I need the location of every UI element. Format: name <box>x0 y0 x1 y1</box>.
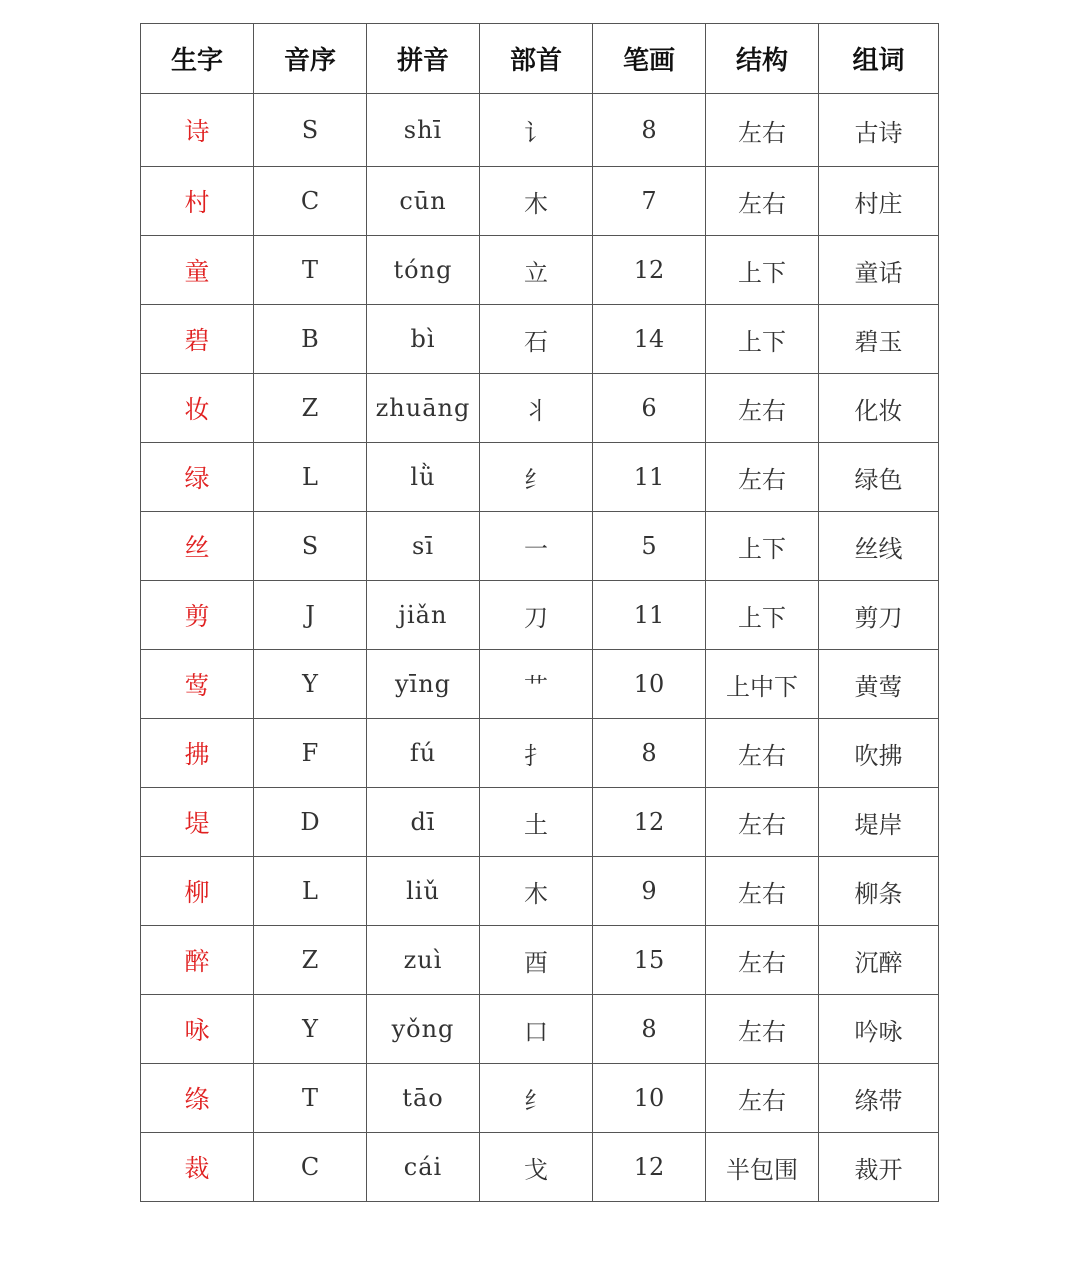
cell-initial: D <box>254 788 367 857</box>
cell-pinyin: cái <box>367 1133 480 1202</box>
cell-initial: Z <box>254 374 367 443</box>
table-row <box>141 926 939 995</box>
header-initial: 音序 <box>254 24 367 94</box>
cell-pinyin: dī <box>367 788 480 857</box>
cell-radical: 讠 <box>480 94 593 167</box>
cell-initial: Z <box>254 926 367 995</box>
cell-pinyin: shī <box>367 94 480 167</box>
cell-structure: 左右 <box>706 443 819 512</box>
cell-structure: 上中下 <box>706 650 819 719</box>
cell-initial: C <box>254 167 367 236</box>
cell-structure: 上下 <box>706 236 819 305</box>
table-row <box>141 374 939 443</box>
header-radical: 部首 <box>480 24 593 94</box>
table-row <box>141 167 939 236</box>
cell-word: 吟咏 <box>819 995 939 1064</box>
cell-strokes: 10 <box>593 1064 706 1133</box>
cell-word: 裁开 <box>819 1133 939 1202</box>
cell-word: 沉醉 <box>819 926 939 995</box>
cell-pinyin: cūn <box>367 167 480 236</box>
cell-character: 醉 <box>141 926 254 995</box>
cell-radical: 扌 <box>480 719 593 788</box>
cell-radical: 木 <box>480 857 593 926</box>
cell-radical: 一 <box>480 512 593 581</box>
cell-initial: T <box>254 236 367 305</box>
cell-character: 绦 <box>141 1064 254 1133</box>
cell-strokes: 12 <box>593 1133 706 1202</box>
cell-character: 剪 <box>141 581 254 650</box>
cell-structure: 左右 <box>706 995 819 1064</box>
cell-character: 碧 <box>141 305 254 374</box>
cell-pinyin: liǔ <box>367 857 480 926</box>
cell-word: 丝线 <box>819 512 939 581</box>
cell-initial: S <box>254 94 367 167</box>
cell-strokes: 8 <box>593 995 706 1064</box>
cell-strokes: 10 <box>593 650 706 719</box>
cell-word: 剪刀 <box>819 581 939 650</box>
cell-radical: 丬 <box>480 374 593 443</box>
cell-radical: 酉 <box>480 926 593 995</box>
header-pinyin: 拼音 <box>367 24 480 94</box>
cell-word: 化妆 <box>819 374 939 443</box>
cell-strokes: 6 <box>593 374 706 443</box>
cell-word: 柳条 <box>819 857 939 926</box>
cell-structure: 左右 <box>706 374 819 443</box>
cell-structure: 左右 <box>706 1064 819 1133</box>
cell-strokes: 5 <box>593 512 706 581</box>
cell-structure: 左右 <box>706 788 819 857</box>
cell-radical: 石 <box>480 305 593 374</box>
cell-word: 村庄 <box>819 167 939 236</box>
cell-structure: 半包围 <box>706 1133 819 1202</box>
table-row <box>141 512 939 581</box>
cell-strokes: 14 <box>593 305 706 374</box>
cell-pinyin: yǒng <box>367 995 480 1064</box>
cell-character: 莺 <box>141 650 254 719</box>
cell-pinyin: zhuāng <box>367 374 480 443</box>
cell-structure: 左右 <box>706 167 819 236</box>
cell-initial: T <box>254 1064 367 1133</box>
header-strokes: 笔画 <box>593 24 706 94</box>
character-table <box>140 23 939 1202</box>
table-row <box>141 1064 939 1133</box>
cell-pinyin: bì <box>367 305 480 374</box>
cell-strokes: 8 <box>593 719 706 788</box>
cell-strokes: 11 <box>593 443 706 512</box>
cell-radical: 刀 <box>480 581 593 650</box>
cell-initial: C <box>254 1133 367 1202</box>
cell-structure: 左右 <box>706 719 819 788</box>
table-row <box>141 94 939 167</box>
cell-strokes: 15 <box>593 926 706 995</box>
cell-character: 咏 <box>141 995 254 1064</box>
cell-radical: 艹 <box>480 650 593 719</box>
cell-word: 堤岸 <box>819 788 939 857</box>
header-character: 生字 <box>141 24 254 94</box>
table-body <box>141 94 939 1202</box>
cell-word: 碧玉 <box>819 305 939 374</box>
cell-pinyin: zuì <box>367 926 480 995</box>
cell-initial: L <box>254 443 367 512</box>
cell-radical: 戈 <box>480 1133 593 1202</box>
table-row <box>141 581 939 650</box>
cell-radical: 木 <box>480 167 593 236</box>
cell-pinyin: tāo <box>367 1064 480 1133</box>
table-row <box>141 305 939 374</box>
cell-pinyin: lǜ <box>367 443 480 512</box>
cell-structure: 上下 <box>706 305 819 374</box>
table-row <box>141 788 939 857</box>
cell-word: 童话 <box>819 236 939 305</box>
cell-word: 绦带 <box>819 1064 939 1133</box>
cell-character: 妆 <box>141 374 254 443</box>
cell-strokes: 9 <box>593 857 706 926</box>
cell-pinyin: sī <box>367 512 480 581</box>
cell-radical: 纟 <box>480 1064 593 1133</box>
cell-structure: 左右 <box>706 857 819 926</box>
cell-character: 柳 <box>141 857 254 926</box>
header-word: 组词 <box>819 24 939 94</box>
cell-character: 诗 <box>141 94 254 167</box>
cell-word: 绿色 <box>819 443 939 512</box>
cell-character: 村 <box>141 167 254 236</box>
cell-initial: F <box>254 719 367 788</box>
table-row <box>141 236 939 305</box>
cell-word: 吹拂 <box>819 719 939 788</box>
cell-initial: J <box>254 581 367 650</box>
cell-word: 古诗 <box>819 94 939 167</box>
cell-strokes: 11 <box>593 581 706 650</box>
cell-character: 裁 <box>141 1133 254 1202</box>
cell-structure: 上下 <box>706 581 819 650</box>
cell-radical: 纟 <box>480 443 593 512</box>
cell-strokes: 12 <box>593 788 706 857</box>
table-row <box>141 443 939 512</box>
cell-word: 黄莺 <box>819 650 939 719</box>
cell-character: 绿 <box>141 443 254 512</box>
cell-pinyin: fú <box>367 719 480 788</box>
cell-initial: L <box>254 857 367 926</box>
header-row <box>141 24 939 94</box>
cell-structure: 左右 <box>706 926 819 995</box>
cell-structure: 上下 <box>706 512 819 581</box>
cell-pinyin: jiǎn <box>367 581 480 650</box>
table-row <box>141 719 939 788</box>
table-row <box>141 857 939 926</box>
cell-initial: Y <box>254 650 367 719</box>
header-structure: 结构 <box>706 24 819 94</box>
cell-initial: S <box>254 512 367 581</box>
cell-strokes: 8 <box>593 94 706 167</box>
table-row <box>141 1133 939 1202</box>
cell-strokes: 7 <box>593 167 706 236</box>
cell-character: 童 <box>141 236 254 305</box>
cell-strokes: 12 <box>593 236 706 305</box>
cell-radical: 立 <box>480 236 593 305</box>
cell-radical: 口 <box>480 995 593 1064</box>
character-table-wrapper <box>140 23 939 1202</box>
table-row <box>141 650 939 719</box>
cell-pinyin: tóng <box>367 236 480 305</box>
cell-character: 拂 <box>141 719 254 788</box>
table-row <box>141 995 939 1064</box>
cell-character: 丝 <box>141 512 254 581</box>
cell-pinyin: yīng <box>367 650 480 719</box>
cell-character: 堤 <box>141 788 254 857</box>
cell-radical: 土 <box>480 788 593 857</box>
cell-initial: Y <box>254 995 367 1064</box>
cell-structure: 左右 <box>706 94 819 167</box>
cell-initial: B <box>254 305 367 374</box>
